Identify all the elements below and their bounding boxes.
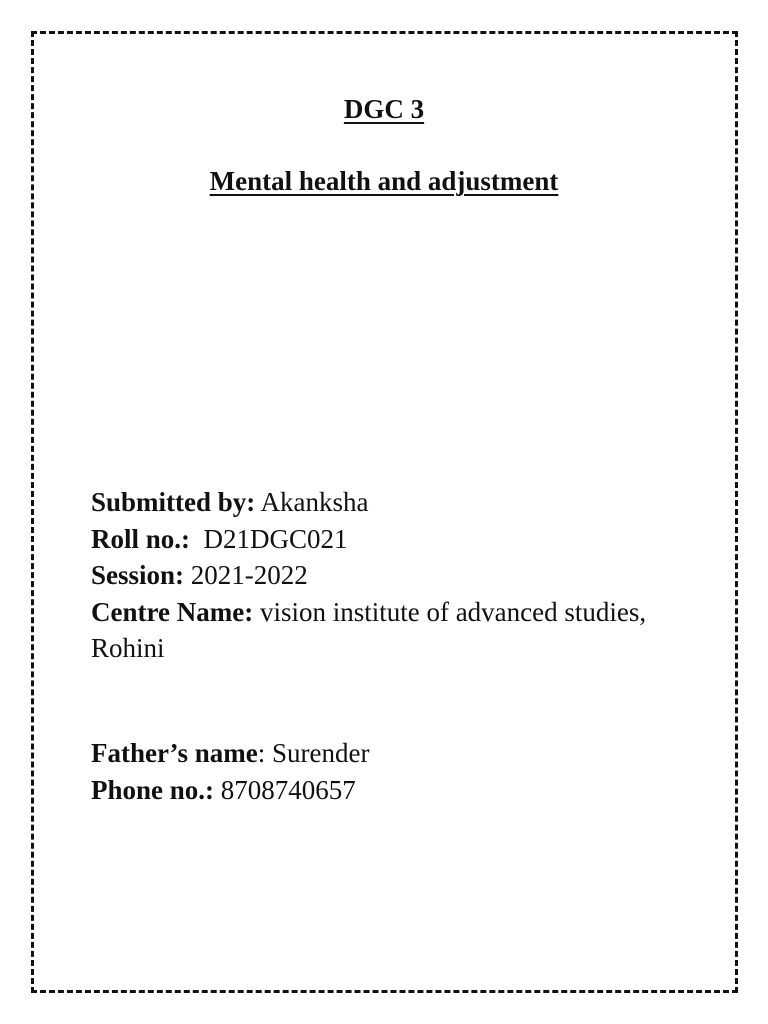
submitted-by-line [91, 484, 651, 521]
course-code: DGC 3 [343, 94, 425, 124]
fathers-name-label: Father’s name [91, 738, 258, 768]
phone-no-label: Phone no.: [91, 774, 215, 805]
fathers-name-value: Surender [265, 738, 370, 768]
roll-no-line [91, 521, 651, 558]
centre-name-label: Centre Name: [91, 596, 254, 627]
roll-no-label: Roll no.: [91, 523, 191, 554]
centre-name-value: vision institute of advanced studies, Rohini [91, 596, 647, 663]
session-label: Session: [91, 560, 185, 590]
phone-no-line [91, 772, 651, 809]
submitted-by-value: Akanksha [255, 487, 369, 517]
session-value: 2021-2022 [184, 560, 308, 590]
phone-no-value: 8708740657 [214, 774, 356, 805]
centre-name-line [91, 594, 651, 667]
submitted-by-label: Submitted by: [91, 487, 256, 517]
roll-no-value: D21DGC021 [190, 523, 348, 554]
fathers-name-line [91, 735, 651, 772]
submission-details [91, 484, 651, 667]
fathers-name-separator: : [257, 738, 266, 768]
course-title: Mental health and adjustment [209, 166, 559, 196]
session-line [91, 557, 651, 594]
contact-details [91, 735, 651, 808]
